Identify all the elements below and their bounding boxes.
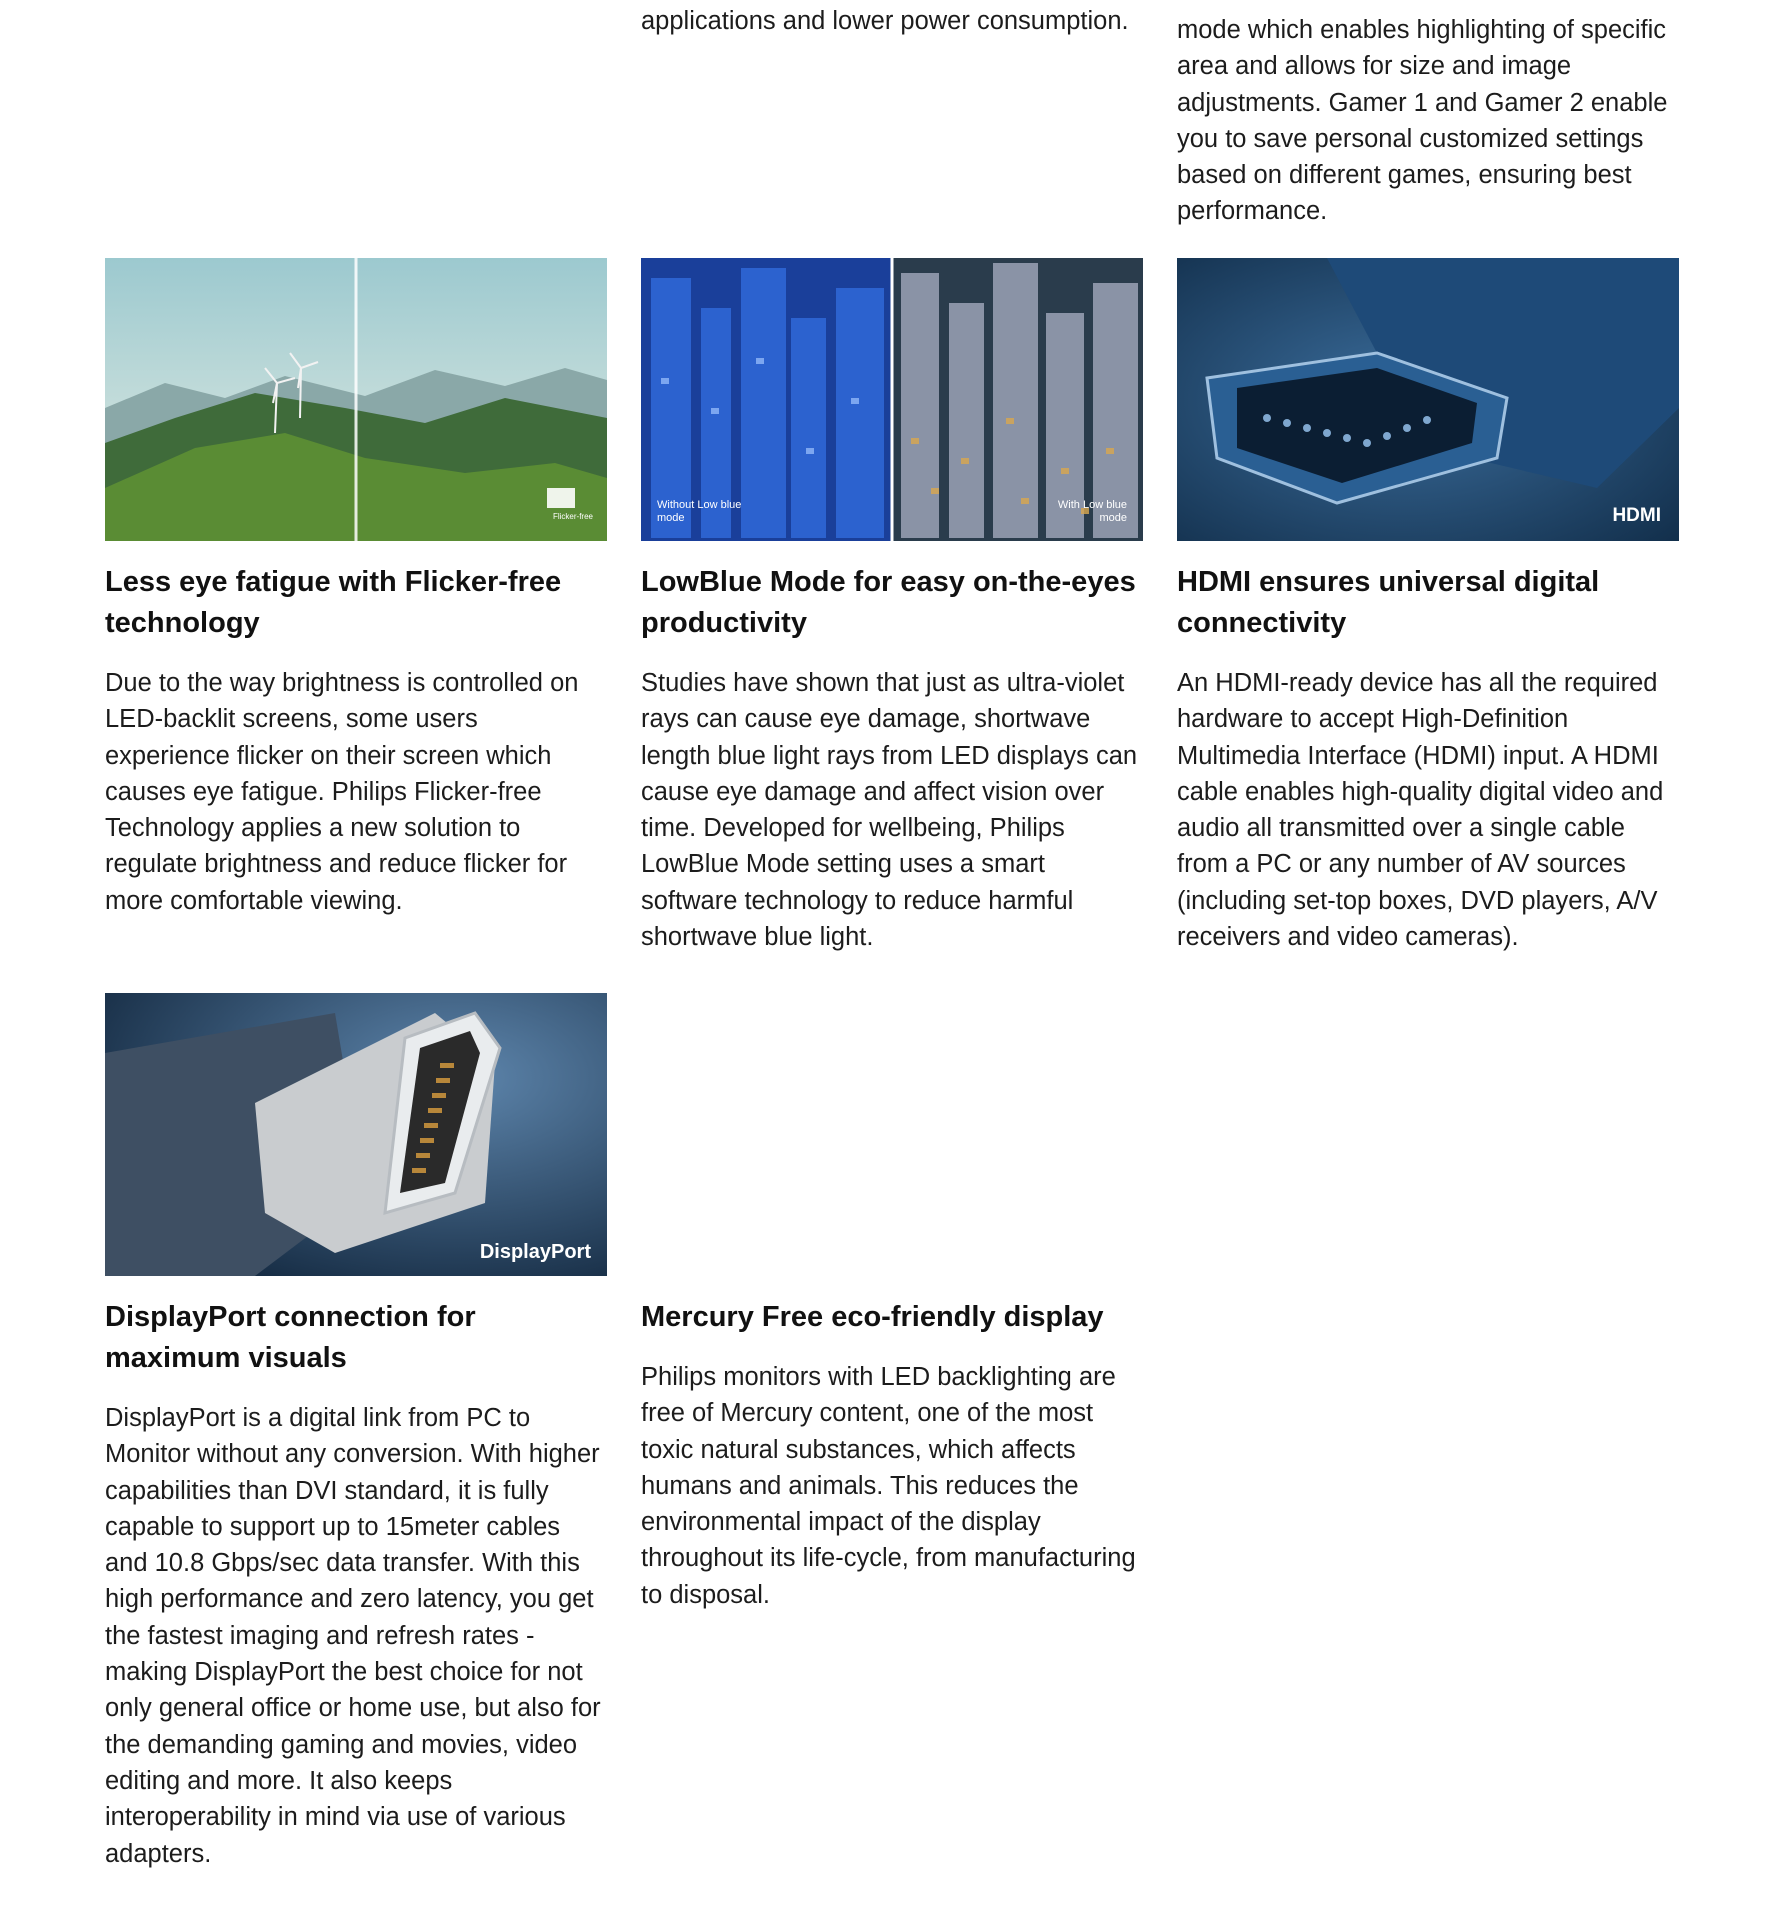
hdmi-label: HDMI (1612, 505, 1661, 526)
feature-displayport (105, 1297, 607, 1872)
feature-body: An HDMI-ready device has all the required hardware to accept High-Definition Multimedia Interface (HDMI) input. A HDMI cable enables high-quality digital video and audio all transmitted over a single cable from a PC or any number of AV sources (including set-top boxes, DVD players, A/V receivers and video cameras). (1177, 669, 1664, 952)
flicker-free-label: Flicker-free (552, 512, 593, 521)
feature-flicker-free (105, 562, 607, 919)
feature-title: LowBlue Mode for easy on-the-eyes productivity (641, 566, 1136, 639)
feature-body-partial-col2 (641, 3, 1143, 39)
feature-title: Mercury Free eco-friendly display (641, 1301, 1104, 1333)
feature-title: Less eye fatigue with Flicker-free technology (105, 566, 562, 639)
feature-title: DisplayPort connection for maximum visuals (105, 1301, 476, 1374)
displayport-image (105, 993, 607, 1276)
feature-title: HDMI ensures universal digital connectivity (1177, 566, 1600, 639)
hdmi-image (1177, 258, 1679, 541)
lowblue-with-label: With Low blue mode (1057, 499, 1127, 524)
feature-body: Due to the way brightness is controlled on LED-backlit screens, some users experience flicker on their screen which causes eye fatigue. Philips Flicker-free Technology applies a new solution to regulate brightness and reduce flicker for more comfortable viewing. (105, 669, 579, 915)
feature-mercury-free (641, 1297, 1143, 1613)
feature-body-text: mode which enables highlighting of specific area and allows for size and image adjustments. Gamer 1 and Gamer 2 enable you to save personal customized settings based on different games, ensuring best performance. (1177, 16, 1668, 226)
flicker-free-image (105, 258, 607, 541)
feature-body-text: applications and lower power consumption. (641, 7, 1129, 35)
lowblue-without-label: Without Low blue mode (657, 499, 742, 524)
feature-body-partial-col3 (1177, 12, 1679, 230)
feature-body: Philips monitors with LED backlighting are free of Mercury content, one of the most toxic natural substances, which affects humans and animals. This reduces the environmental impact of the display throughout its life-cycle, from manufacturing to disposal. (641, 1363, 1136, 1609)
feature-body: Studies have shown that just as ultra-violet rays can cause eye damage, shortwave length blue light rays from LED displays can cause eye damage and affect vision over time. Developed for wellbeing, Philips LowBlue Mode setting uses a smart software technology to reduce harmful shortwave blue light. (641, 669, 1138, 952)
feature-body: DisplayPort is a digital link from PC to Monitor without any conversion. With higher capabilities than DVI standard, it is fully capable to support up to 15meter cables and 10.8 Gbps/sec data transfer. With this high performance and zero latency, you get the fastest imaging and refresh rates - making DisplayPort the best choice for not only general office or home use, but also for the demanding gaming and movies, video editing and more. It also keeps interoperability in mind via use of various adapters. (105, 1404, 601, 1868)
lowblue-image (641, 258, 1143, 541)
displayport-label: DisplayPort (479, 1241, 591, 1263)
feature-hdmi (1177, 562, 1679, 955)
feature-lowblue (641, 562, 1143, 955)
